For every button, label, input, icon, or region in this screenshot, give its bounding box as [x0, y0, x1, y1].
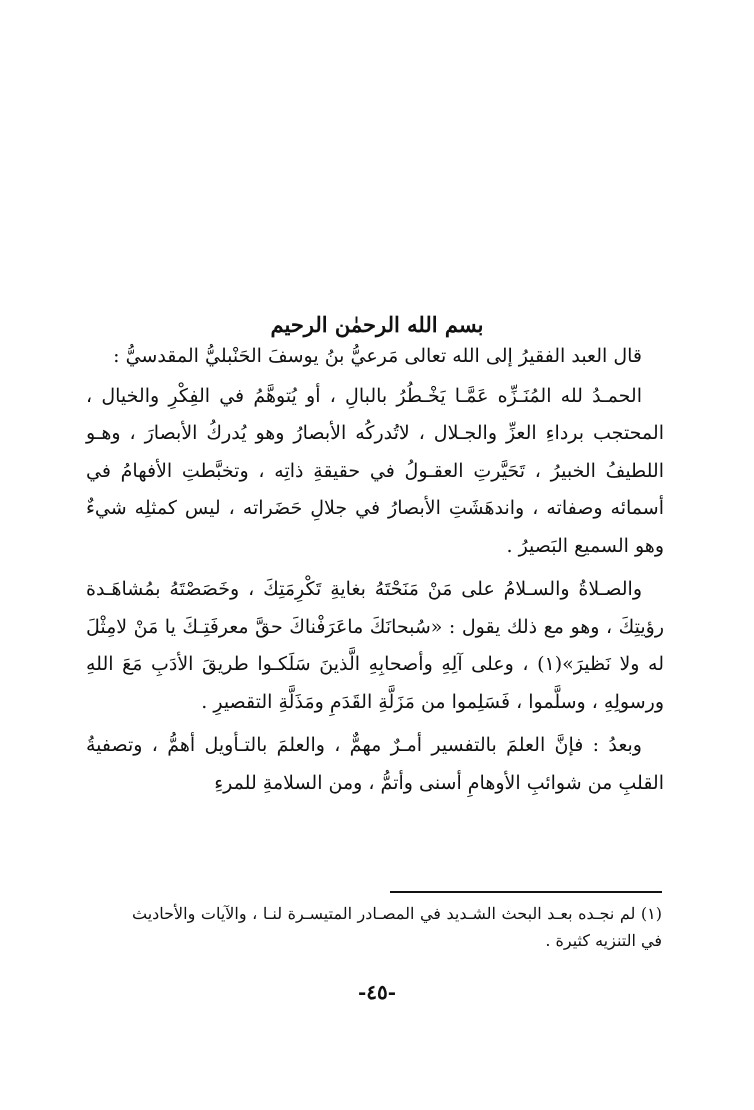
footnote-divider	[390, 891, 662, 893]
main-text	[86, 338, 664, 808]
praise-paragraph: الحمـدُ لله المُنَـزِّه عَمَّـا يَخْـطُرُ بالبالِ ، أو يُتوهَّمُ في الفِكْرِ والخيال ، المحتجب برداءِ العزِّ والجـلال ، لاتُدركُه الأبصارُ وهو يُدركُ الأبصارَ ، وهـو اللطيفُ الخبيرُ ، تَحَيَّرتِ العقـولُ في حقيقةِ ذاتِه ، وتخبَّطتِ الأفهامُ في أسمائه وصفاته ، واندهَشَتِ الأبصارُ في جلالِ حَضَراته ، ليس كمثلِه شيءٌ وهو السميع البَصيرُ .	[86, 384, 664, 557]
intro-paragraph: قال العبد الفقيرُ إلى الله تعالى مَرعيُّ بنُ يوسفَ الحَنْبليُّ المقدسيُّ :	[113, 345, 642, 367]
page-number: -٤٥-	[357, 980, 397, 1004]
basmala-heading: بسم الله الرحمٰن الرحيم	[270, 312, 484, 337]
salutation-paragraph: والصـلاةُ والسـلامُ على مَنْ مَنَحْتَهُ بغايةِ تَكْرِمَتِكَ ، وخَصَصْتَهُ بمُشاهَـدة رؤيتِكَ ، وهو مع ذلك يقول : «سُبحانَكَ ماعَرَفْناكَ حقَّ معرفَتِـكَ يا مَنْ لامِثْلَ له ولا نَظيرَ»(١) ، وعلى آلِهِ وأصحابِهِ الَّذينَ سَلَكـوا طريقَ الأدَبِ مَعَ اللهِ ورسولِهِ ، وسلَّموا ، فَسَلِموا من مَزَلَّةِ القَدَمِ ومَذَلَّةِ التقصيرِ .	[86, 578, 665, 713]
continuation-paragraph: وبعدُ : فإنَّ العلمَ بالتفسير أمـرٌ مهمٌّ ، والعلمَ بالتـأويل أهمُّ ، وتصفيةُ القلبِ من شوائبِ الأوهامِ أسنى وأتمُّ ، ومن السلامةِ للمرءِ	[86, 734, 664, 794]
footnote: (١) لم نجـده بعـد البحث الشـديد في المصـادر المتيسـرة لنـا ، والآيات والأحاديث في التنزيه كثيرة .	[132, 904, 662, 950]
